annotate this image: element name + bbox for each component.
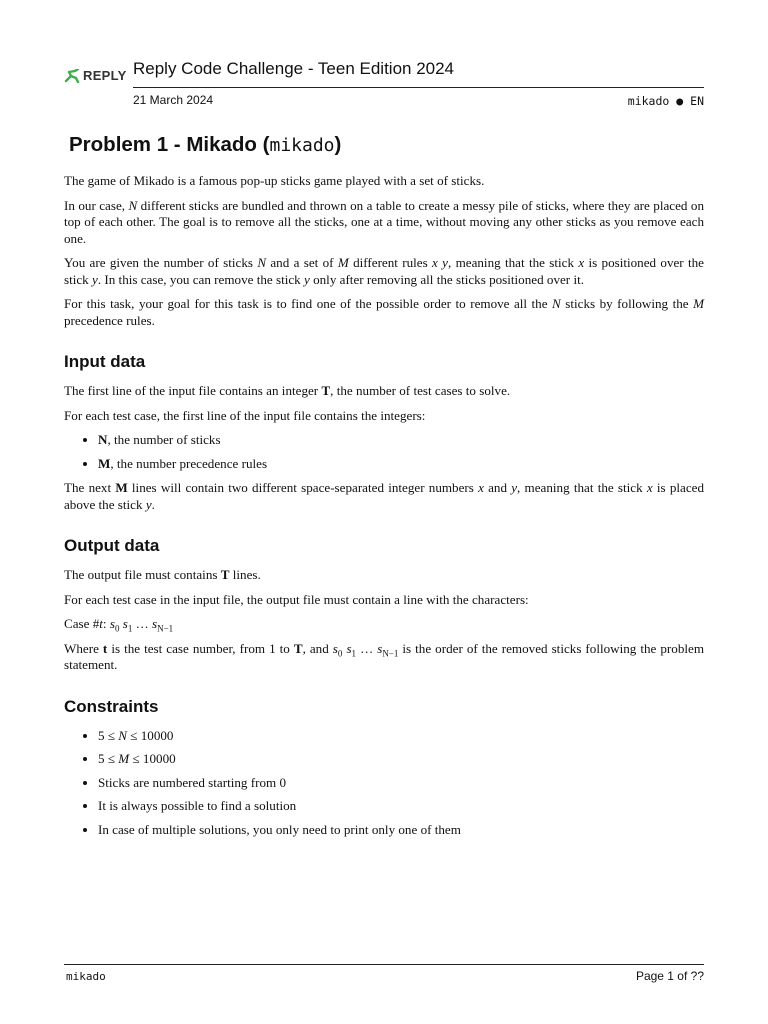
header-date: 21 March 2024 — [133, 93, 214, 107]
header-slug: mikado — [627, 94, 670, 108]
logo-word: REPLY — [83, 68, 127, 83]
reply-runner-icon — [64, 69, 80, 83]
page-number: Page 1 of ?? — [635, 969, 704, 983]
header-divider — [133, 87, 704, 88]
output-paragraph-3: Where t is the test case number, from 1 to T, and $s_0$ $s_1$ … $s_{N-1}$ is the order of the removed sticks following the problem statement. — [64, 640, 705, 672]
rules-paragraph: You are given the number of sticks N and a set of M different rules x y, meaning that the stick x is positioned over the stick y. In this case, you can remove the stick y only after removing all the sticks positioned over it. — [64, 255, 704, 287]
constraints-heading: Constraints — [64, 696, 159, 716]
output-paragraph-2: For each test case in the input file, the output file must contain a line with the characters: — [64, 591, 529, 607]
list-item: • 5 ≤ M ≤ 10000 — [98, 751, 704, 768]
intro-paragraph: The game of Mikado is a famous pop-up sticks game played with a set of sticks. — [64, 173, 485, 188]
output-format-line: Case #t: $s_0$ $s_1$ … $s_{N-1}$ — [64, 616, 174, 634]
list-item: • It is always possible to find a solution — [98, 798, 704, 815]
list-item: • 5 ≤ N ≤ 10000 — [98, 728, 704, 745]
constraints-list — [64, 728, 704, 839]
goal-paragraph: For this task, your goal for this task is to find one of the possible order to remove all the N sticks by following the M precedence rules. — [64, 296, 704, 328]
list-item: • In case of multiple solutions, you only need to print only one of them — [98, 822, 704, 839]
input-list — [64, 432, 704, 472]
problem-title: Problem 1 - Mikado (mikado) — [69, 133, 342, 156]
output-paragraph-1: The output file must contains T lines. — [64, 567, 261, 582]
output-heading: Output data — [64, 536, 160, 555]
header-language: EN — [690, 94, 704, 108]
footer-divider — [64, 964, 704, 965]
description-paragraph: In our case, N different sticks are bundled and thrown on a table to create a messy pile of sticks, where they are placed on top of each other. The goal is to remove all the sticks, one at a time, without moving any other sticks as you remove each one. — [64, 197, 704, 246]
bullet-separator: ● — [676, 94, 684, 108]
input-paragraph-1: The first line of the input file contains an integer T, the number of test cases to solve. — [64, 383, 511, 398]
list-item: • Sticks are numbered starting from 0 — [98, 775, 704, 792]
input-heading: Input data — [64, 352, 146, 371]
input-paragraph-2: For each test case, the first line of the input file contains the integers: — [64, 407, 426, 423]
problem-body — [64, 132, 704, 846]
reply-logo — [64, 68, 127, 83]
footer-slug: mikado — [66, 970, 106, 983]
header-problem-tag — [628, 94, 704, 108]
header-title: Reply Code Challenge - Teen Edition 2024 — [133, 59, 455, 78]
list-item: • N, the number of sticks — [98, 432, 704, 449]
list-item: • M, the number precedence rules — [98, 456, 704, 473]
input-paragraph-3: The next M lines will contain two different space-separated integer numbers x and y, meaning that the stick x is placed above the stick y. — [64, 480, 705, 512]
